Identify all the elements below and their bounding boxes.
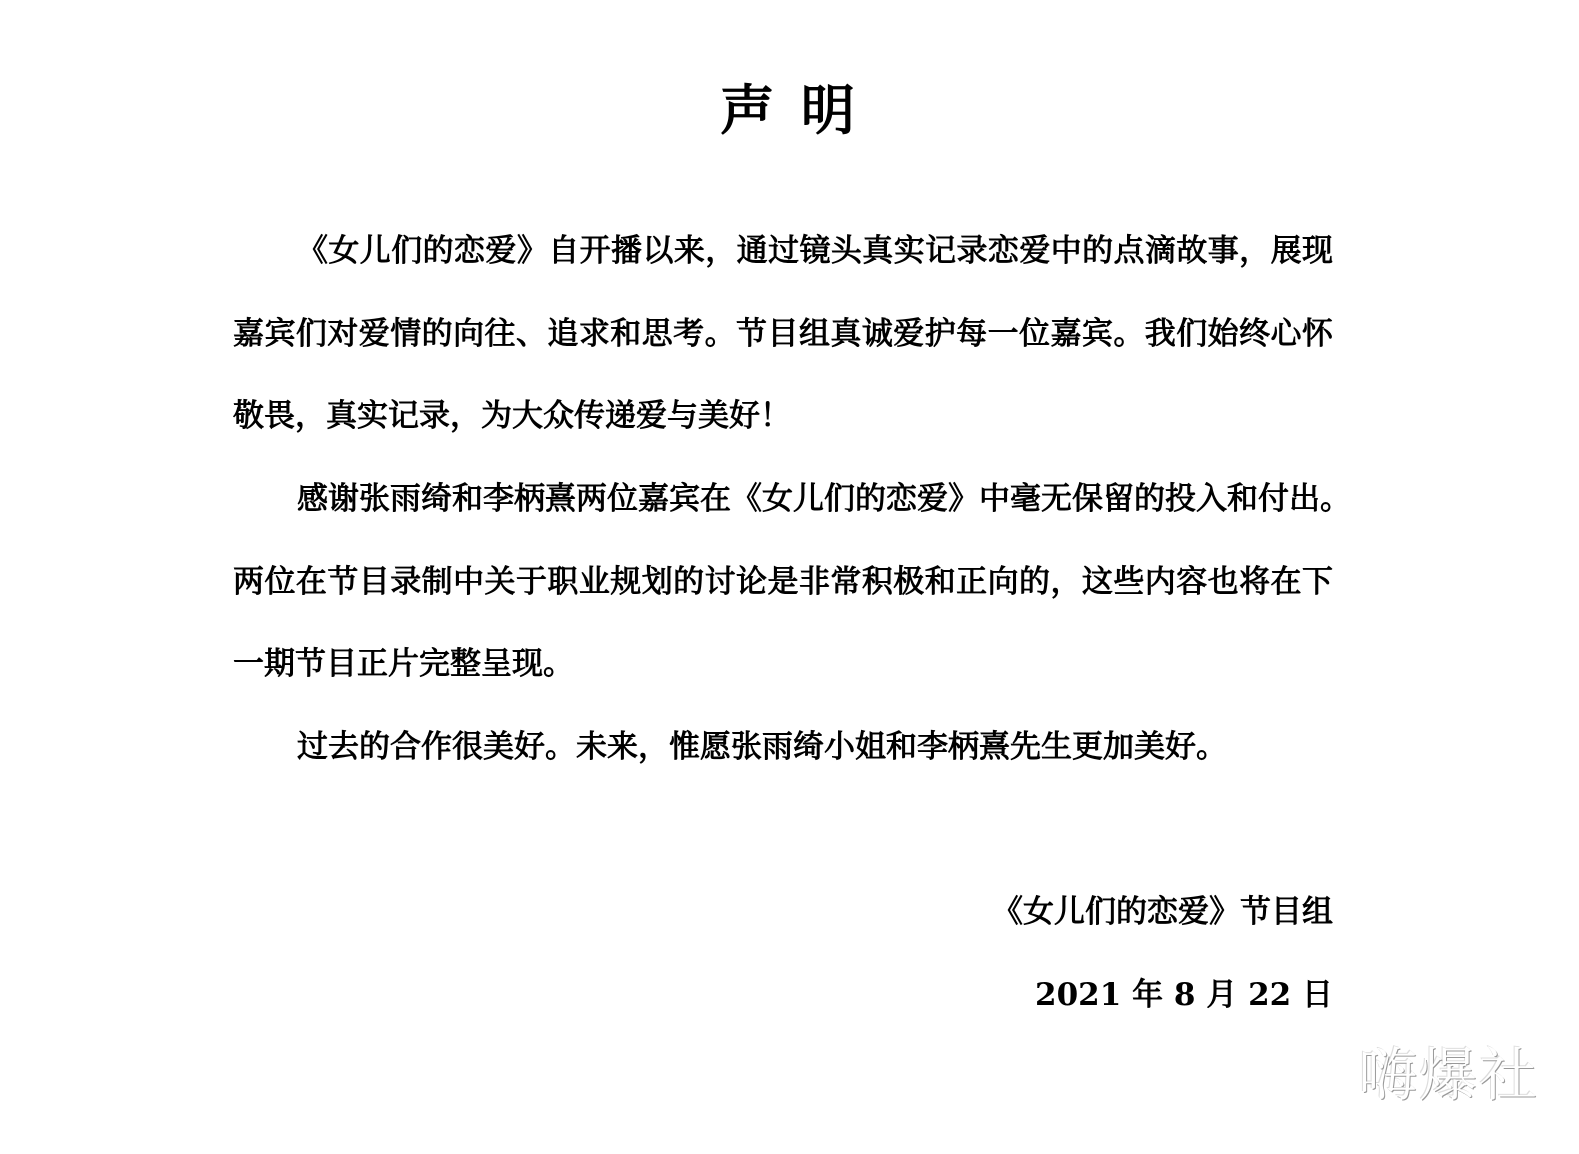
- signature: 《女儿们的恋爱》节目组: [992, 894, 1333, 930]
- paragraph-2-line-1: 感谢张雨绮和李柄熹两位嘉宾在《女儿们的恋爱》中毫无保留的投入和付出。: [297, 481, 1351, 518]
- paragraph-1-line-1: 《女儿们的恋爱》自开播以来，通过镜头真实记录恋爱中的点滴故事，展现: [297, 233, 1333, 269]
- paragraph-2-line-3: 一期节目正片完整呈现。: [233, 646, 574, 683]
- watermark-logo: 嗨爆社: [1358, 1041, 1539, 1109]
- date: 2021 年 8 月 22 日: [1035, 977, 1333, 1013]
- paragraph-3-line-1: 过去的合作很美好。未来，惟愿张雨绮小姐和李柄熹先生更加美好。: [297, 729, 1227, 766]
- paragraph-1-line-2: 嘉宾们对爱情的向往、追求和思考。节目组真诚爱护每一位嘉宾。我们始终心怀: [233, 315, 1333, 352]
- paragraph-2-line-2: 两位在节目录制中关于职业规划的讨论是非常积极和正向的，这些内容也将在下: [233, 563, 1333, 600]
- paragraph-1-line-3: 敬畏，真实记录，为大众传递爱与美好！: [233, 398, 791, 435]
- statement-body: [233, 226, 1351, 805]
- document-title: 声 明: [720, 78, 859, 142]
